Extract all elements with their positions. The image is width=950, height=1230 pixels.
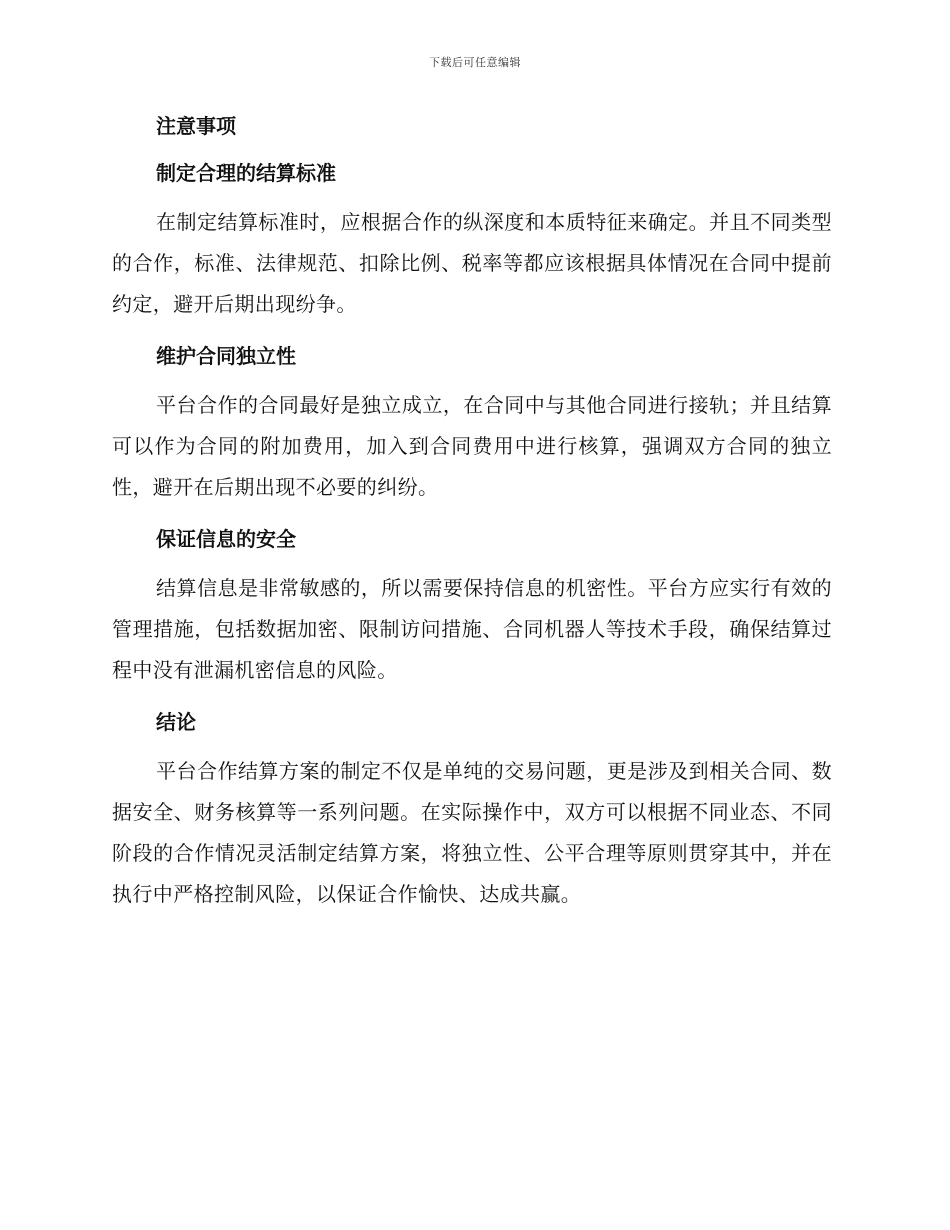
document-body bbox=[112, 108, 832, 928]
paragraph-contract-independence: 平台合作的合同最好是独立成立，在合同中与其他合同进行接轨；并且结算可以作为合同的附加费用，加入到合同费用中进行核算，强调双方合同的独立性，避开在后期出现不必要的纠纷。 bbox=[112, 393, 832, 499]
paragraph-settlement-standard: 在制定结算标准时，应根据合作的纵深度和本质特征来确定。并且不同类型的合作，标准、法律规范、扣除比例、税率等都应该根据具体情况在合同中提前约定，避开后期出现纷争。 bbox=[112, 210, 832, 316]
section-heading-information-security: 保证信息的安全 bbox=[156, 527, 296, 551]
section-heading-conclusion: 结论 bbox=[156, 710, 196, 734]
section-heading-settlement-standard: 制定合理的结算标准 bbox=[156, 161, 336, 185]
paragraph-information-security: 结算信息是非常敏感的，所以需要保持信息的机密性。平台方应实行有效的管理措施，包括数据加密、限制访问措施、合同机器人等技术手段，确保结算过程中没有泄漏机密信息的风险。 bbox=[112, 576, 832, 682]
paragraph-conclusion: 平台合作结算方案的制定不仅是单纯的交易问题，更是涉及到相关合同、数据安全、财务核算等一系列问题。在实际操作中，双方可以根据不同业态、不同阶段的合作情况灵活制定结算方案，将独立性、公平合理等原则贯穿其中，并在执行中严格控制风险，以保证合作愉快、达成共赢。 bbox=[112, 759, 832, 906]
section-heading-notes: 注意事项 bbox=[156, 114, 236, 138]
page-header: 下载后可任意编辑 bbox=[429, 56, 521, 69]
section-heading-contract-independence: 维护合同独立性 bbox=[156, 344, 296, 368]
